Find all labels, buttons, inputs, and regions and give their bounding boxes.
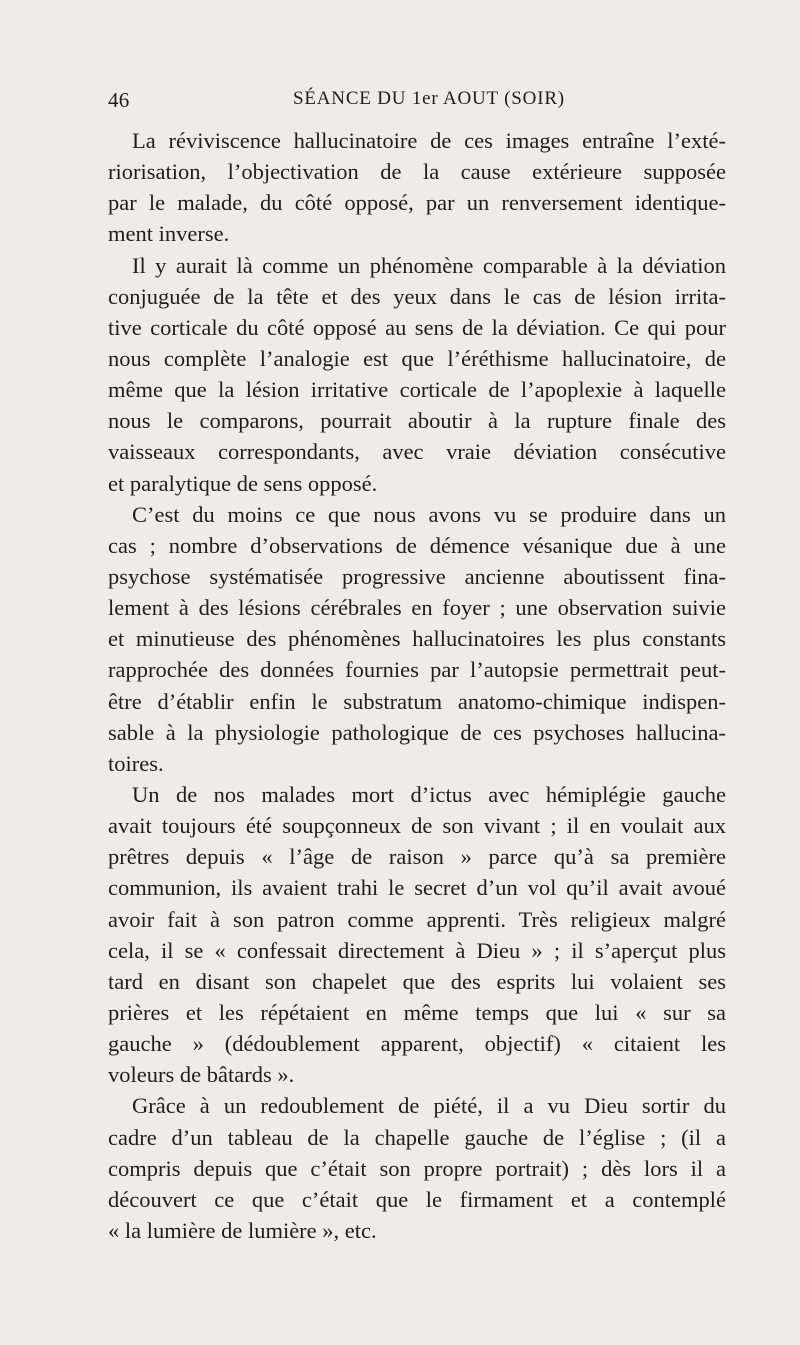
paragraph-1-line-4: ment inverse.: [108, 221, 230, 247]
paragraph-2-line-1: Il y aurait là comme un phénomène comparable à la déviation: [132, 252, 726, 278]
paragraph-2-line-2: conjuguée de la tête et des yeux dans le cas de lésion irrita-: [108, 283, 726, 309]
paragraph-2-line-3: tive corticale du côté opposé au sens de la déviation. Ce qui pour: [108, 314, 726, 340]
paragraph-5-line-3: compris depuis que c’était son propre portrait) ; dès lors il a: [108, 1155, 726, 1181]
paragraph-3-line-3: psychose systématisée progressive ancienne aboutissent fina-: [108, 563, 726, 589]
paragraph-1-line-1: La réviviscence hallucinatoire de ces images entraîne l’exté-: [132, 128, 726, 153]
paragraph-2-line-7: vaisseaux correspondants, avec vraie déviation consécutive: [108, 439, 726, 465]
paragraph-4-line-8: prières et les répétaient en même temps que lui « sur sa: [108, 999, 726, 1025]
paragraph-3-line-1: C’est du moins ce que nous avons vu se produire dans un: [132, 501, 726, 527]
paragraph-3-line-5: et minutieuse des phénomènes hallucinatoires les plus constants: [108, 626, 726, 652]
paragraph-1-line-3: par le malade, du côté opposé, par un renversement identique-: [108, 190, 726, 216]
paragraph-3-line-8: sable à la physiologie pathologique de ces psychoses hallucina-: [108, 719, 726, 745]
paragraph-4-line-10: voleurs de bâtards ».: [108, 1062, 295, 1088]
paragraph-4-line-3: prêtres depuis « l’âge de raison » parce qu’à sa première: [108, 844, 726, 870]
page-number: 46: [108, 88, 130, 112]
paragraph-2-line-8: et paralytique de sens opposé.: [108, 470, 378, 496]
paragraph-3-line-6: rapprochée des données fournies par l’autopsie permettrait peut-: [108, 657, 726, 683]
paragraph-3-line-7: être d’établir enfin le substratum anatomo-chimique indispen-: [108, 688, 726, 714]
running-head: [108, 82, 728, 112]
paragraph-3-line-9: toires.: [108, 750, 164, 776]
paragraph-4-line-2: avait toujours été soupçonneux de son vivant ; il en voulait aux: [108, 813, 726, 839]
paragraph-5-line-5: « la lumière de lumière », etc.: [108, 1217, 377, 1243]
paragraph-2-line-5: même que la lésion irritative corticale de l’apoplexie à laquelle: [108, 377, 726, 403]
paragraph-4-line-7: tard en disant son chapelet que des esprits lui volaient ses: [108, 968, 726, 994]
paragraph-1-line-2: riorisation, l’objectivation de la cause extérieure supposée: [108, 159, 726, 185]
paragraph-4-line-4: communion, ils avaient trahi le secret d’un vol qu’il avait avoué: [108, 875, 726, 901]
paragraph-5-line-4: découvert ce que c’était que le firmament et a contemplé: [108, 1186, 726, 1212]
paragraph-4-line-6: cela, il se « confessait directement à Dieu » ; il s’aperçut plus: [108, 937, 726, 963]
body-text: [108, 125, 726, 1246]
running-title: SÉANCE DU 1er AOUT (SOIR): [293, 88, 565, 109]
paragraph-4-line-5: avoir fait à son patron comme apprenti. Très religieux malgré: [108, 906, 726, 932]
paragraph-2-line-4: nous complète l’analogie est que l’éréthisme hallucinatoire, de: [108, 345, 726, 371]
paragraph-3-line-4: lement à des lésions cérébrales en foyer ; une observation suivie: [108, 595, 726, 621]
paragraph-3-line-2: cas ; nombre d’observations de démence vésanique due à une: [108, 532, 726, 558]
paragraph-4-line-9: gauche » (dédoublement apparent, objectif) « citaient les: [108, 1031, 726, 1057]
paragraph-5-line-2: cadre d’un tableau de la chapelle gauche de l’église ; (il a: [108, 1124, 726, 1150]
paragraph-2-line-6: nous le comparons, pourrait aboutir à la rupture finale des: [108, 408, 726, 434]
paragraph-4-line-1: Un de nos malades mort d’ictus avec hémiplégie gauche: [132, 781, 726, 807]
paragraph-5-line-1: Grâce à un redoublement de piété, il a vu Dieu sortir du: [132, 1093, 726, 1119]
